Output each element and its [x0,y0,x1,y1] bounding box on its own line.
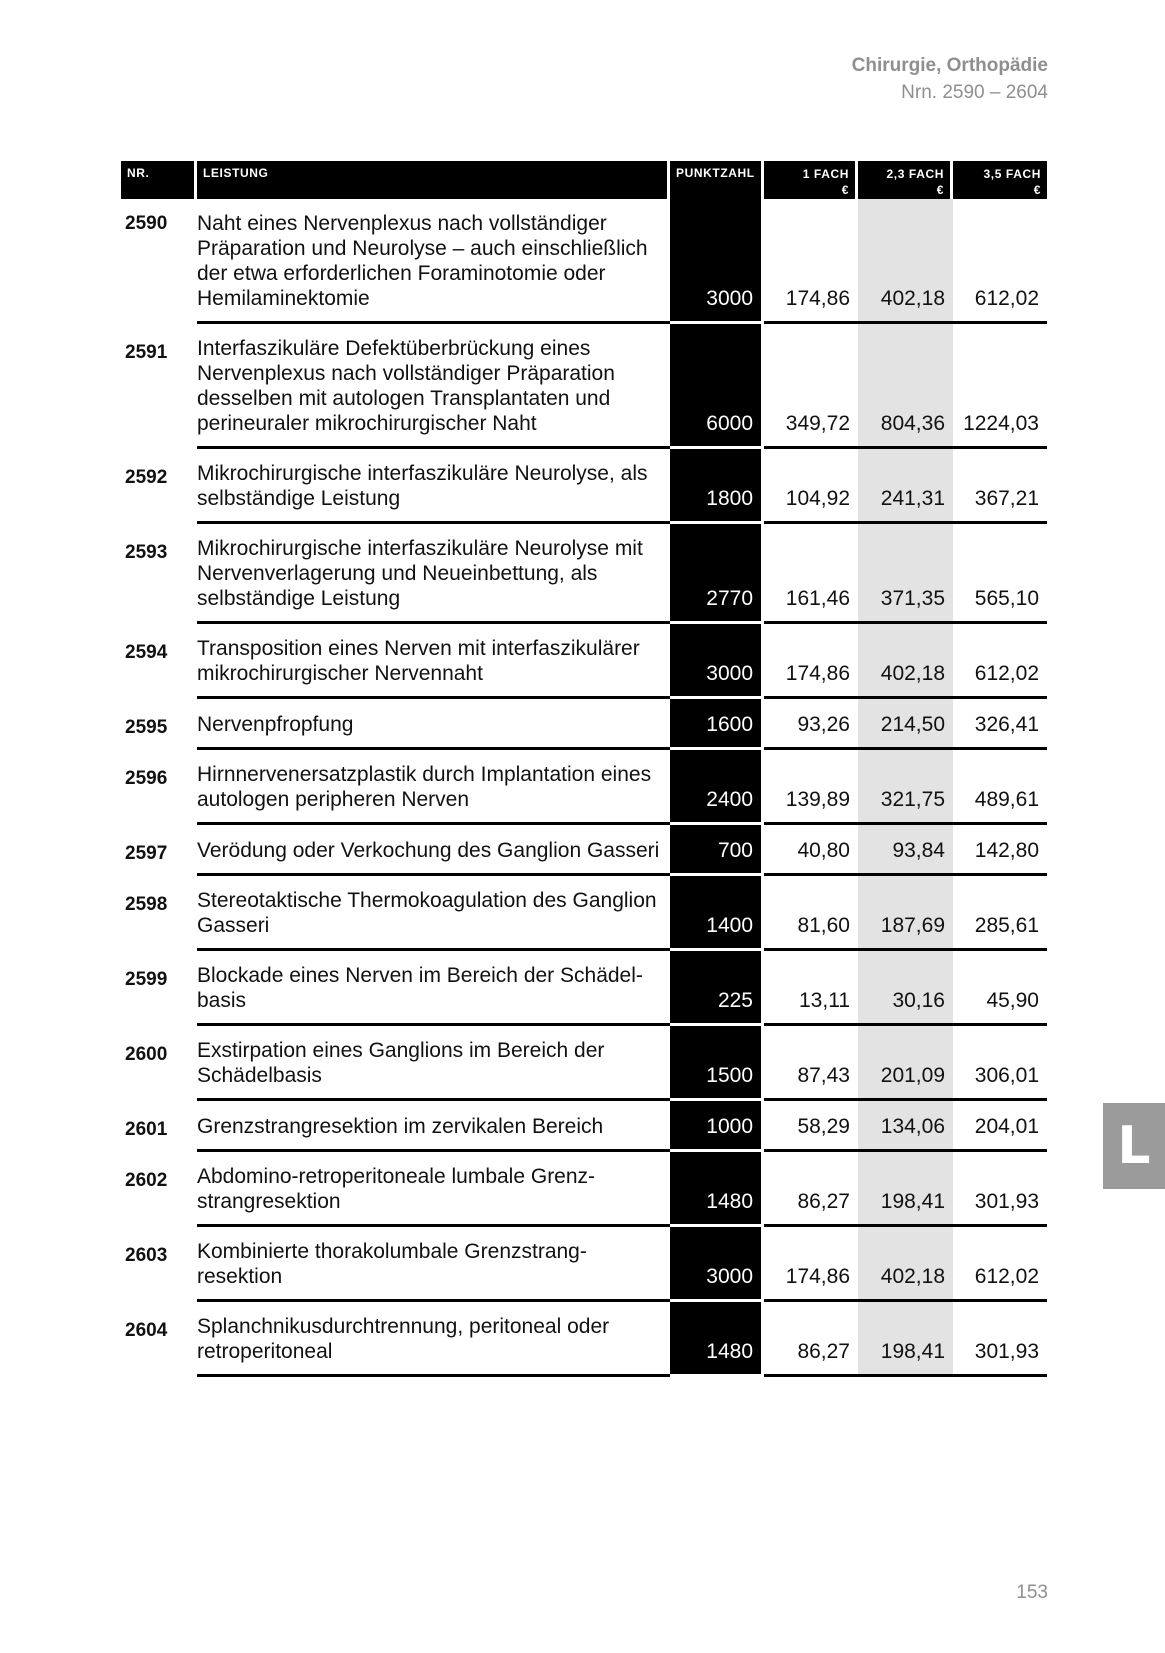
row-nr: 2604 [125,1320,168,1341]
column-header-nr: NR. [121,161,197,199]
row-punktzahl: 700 [670,825,764,876]
column-header-3-5-fach [953,161,1047,199]
row-3-5-fach: 1224,03 [953,324,1047,449]
row-nr: 2599 [125,969,168,990]
column-header-1-fach-label: 1 FACH [802,167,849,181]
row-punktzahl: 3000 [670,624,764,699]
row-leistung: Abdomino-retroperitoneale lumbale Grenz-strangresektion [197,1152,670,1227]
row-3-5-fach: 565,10 [953,524,1047,624]
table-row [121,951,1047,1026]
row-leistung: Grenzstrangresektion im zervikalen Bereich [197,1101,670,1152]
fee-table-header [121,161,1047,199]
row-leistung: Blockade eines Nerven im Bereich der Schädel-basis [197,951,670,1026]
row-2-3-fach: 198,41 [858,1302,953,1377]
row-leistung: Mikrochirurgische interfaszikuläre Neurolyse mit Nervenverlagerung und Neueinbettung, als selbständige Leistung [197,524,670,624]
row-1-fach: 174,86 [764,1227,858,1302]
row-nr: 2601 [125,1119,168,1140]
row-punktzahl: 3000 [670,199,764,324]
column-header-1-fach [764,161,858,199]
row-nr: 2592 [125,467,168,488]
row-1-fach: 81,60 [764,876,858,951]
row-1-fach: 161,46 [764,524,858,624]
row-punktzahl: 2770 [670,524,764,624]
row-3-5-fach: 204,01 [953,1101,1047,1152]
row-leistung: Transposition eines Nerven mit interfaszikulärer mikrochirurgischer Nervennaht [197,624,670,699]
row-nr: 2591 [125,342,168,363]
row-1-fach: 139,89 [764,750,858,825]
column-header-3-5-fach-currency: € [1033,183,1041,197]
row-2-3-fach: 187,69 [858,876,953,951]
row-1-fach: 349,72 [764,324,858,449]
row-leistung: Stereotaktische Thermokoagulation des Ganglion Gasseri [197,876,670,951]
row-3-5-fach: 45,90 [953,951,1047,1026]
table-row [121,825,1047,876]
row-1-fach: 13,11 [764,951,858,1026]
row-leistung: Verödung oder Verkochung des Ganglion Gasseri [197,825,670,876]
row-nr: 2603 [125,1245,168,1266]
table-row [121,1026,1047,1101]
row-nr: 2595 [125,717,168,738]
column-header-2-3-fach [858,161,953,199]
fee-table-body [121,199,1047,1377]
number-range: Nrn. 2590 – 2604 [901,82,1048,103]
row-nr: 2593 [125,542,168,563]
row-3-5-fach: 326,41 [953,699,1047,750]
column-header-punktzahl: PUNKTZAHL [670,161,764,199]
row-nr: 2594 [125,642,168,663]
table-row [121,699,1047,750]
row-1-fach: 174,86 [764,199,858,324]
row-2-3-fach: 804,36 [858,324,953,449]
column-header-2-3-fach-label: 2,3 FACH [886,167,944,181]
row-punktzahl: 6000 [670,324,764,449]
table-row [121,1101,1047,1152]
row-2-3-fach: 93,84 [858,825,953,876]
column-header-leistung: LEISTUNG [197,161,670,199]
table-row [121,1152,1047,1227]
row-punktzahl: 3000 [670,1227,764,1302]
table-row [121,324,1047,449]
row-nr: 2596 [125,768,168,789]
column-header-2-3-fach-currency: € [936,183,944,197]
row-1-fach: 174,86 [764,624,858,699]
row-2-3-fach: 402,18 [858,199,953,324]
table-row [121,876,1047,951]
row-3-5-fach: 306,01 [953,1026,1047,1101]
row-leistung: Kombinierte thorakolumbale Grenzstrang-resektion [197,1227,670,1302]
row-punktzahl: 1480 [670,1152,764,1227]
row-leistung: Splanchnikusdurchtrennung, peritoneal oder retroperitoneal [197,1302,670,1377]
row-punktzahl: 2400 [670,750,764,825]
row-3-5-fach: 612,02 [953,624,1047,699]
table-row [121,1227,1047,1302]
row-2-3-fach: 134,06 [858,1101,953,1152]
row-1-fach: 86,27 [764,1152,858,1227]
running-head [852,52,1048,106]
chapter-title: Chirurgie, Orthopädie [851,55,1048,76]
row-3-5-fach: 301,93 [953,1152,1047,1227]
row-leistung: Interfaszikuläre Defektüberbrückung eines Nervenplexus nach vollständiger Präparation desselben mit autologen Transplantaten und perineuraler mikrochirurgischer Naht [197,324,670,449]
fee-table [121,161,1047,1377]
chapter-tab: L [1103,1103,1165,1189]
row-2-3-fach: 371,35 [858,524,953,624]
row-2-3-fach: 402,18 [858,1227,953,1302]
row-nr: 2602 [125,1170,168,1191]
row-1-fach: 104,92 [764,449,858,524]
row-punktzahl: 1600 [670,699,764,750]
row-nr: 2598 [125,894,168,915]
column-header-3-5-fach-label: 3,5 FACH [983,167,1041,181]
row-punktzahl: 1500 [670,1026,764,1101]
row-2-3-fach: 198,41 [858,1152,953,1227]
table-row [121,1302,1047,1377]
row-1-fach: 58,29 [764,1101,858,1152]
row-3-5-fach: 612,02 [953,1227,1047,1302]
table-row [121,624,1047,699]
row-3-5-fach: 285,61 [953,876,1047,951]
row-3-5-fach: 301,93 [953,1302,1047,1377]
row-1-fach: 93,26 [764,699,858,750]
row-punktzahl: 1480 [670,1302,764,1377]
row-2-3-fach: 402,18 [858,624,953,699]
row-1-fach: 86,27 [764,1302,858,1377]
row-leistung: Hirnnervenersatzplastik durch Implantation eines autologen peripheren Nerven [197,750,670,825]
row-leistung: Nervenpfropfung [197,699,670,750]
row-2-3-fach: 241,31 [858,449,953,524]
row-nr: 2600 [125,1044,168,1065]
row-1-fach: 40,80 [764,825,858,876]
row-2-3-fach: 214,50 [858,699,953,750]
row-nr: 2590 [125,213,168,234]
row-3-5-fach: 142,80 [953,825,1047,876]
row-punktzahl: 1000 [670,1101,764,1152]
table-row [121,199,1047,324]
row-1-fach: 87,43 [764,1026,858,1101]
column-header-1-fach-currency: € [841,183,849,197]
row-3-5-fach: 489,61 [953,750,1047,825]
page-number: 153 [1016,1582,1048,1603]
row-punktzahl: 225 [670,951,764,1026]
row-leistung: Naht eines Nervenplexus nach vollständiger Präparation und Neurolyse – auch einschließlich der etwa erforderlichen Foraminotomie oder Hemilaminektomie [197,199,670,324]
row-3-5-fach: 612,02 [953,199,1047,324]
table-row [121,449,1047,524]
row-punktzahl: 1800 [670,449,764,524]
row-leistung: Mikrochirurgische interfaszikuläre Neurolyse, als selbständige Leistung [197,449,670,524]
table-row [121,524,1047,624]
row-punktzahl: 1400 [670,876,764,951]
row-3-5-fach: 367,21 [953,449,1047,524]
row-nr: 2597 [125,843,168,864]
row-leistung: Exstirpation eines Ganglions im Bereich der Schädelbasis [197,1026,670,1101]
row-2-3-fach: 321,75 [858,750,953,825]
row-2-3-fach: 30,16 [858,951,953,1026]
row-2-3-fach: 201,09 [858,1026,953,1101]
table-row [121,750,1047,825]
